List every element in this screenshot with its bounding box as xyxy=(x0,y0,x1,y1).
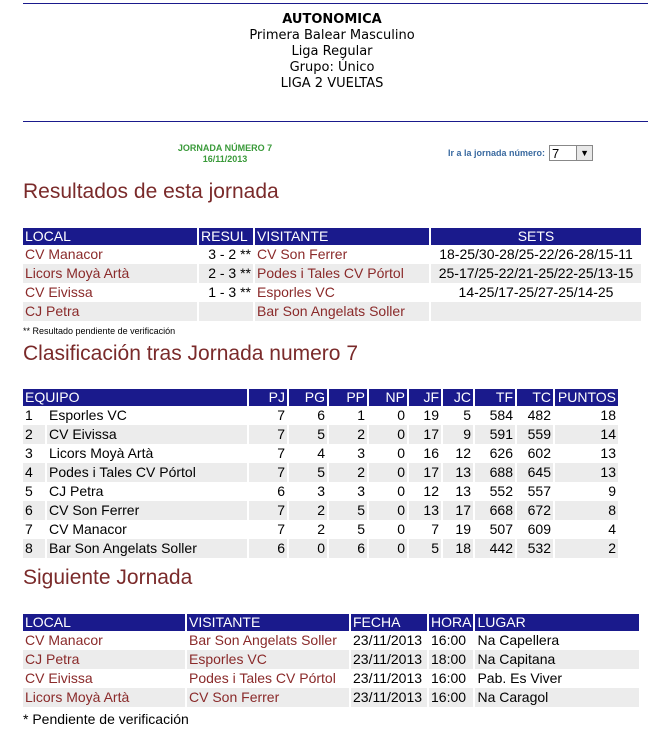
col-pj: PJ xyxy=(249,389,287,406)
visitor-team-link[interactable]: Esporles VC xyxy=(187,650,349,669)
stat-pg: 6 xyxy=(317,407,325,423)
results-table xyxy=(21,228,643,321)
match-time: 16:00 xyxy=(429,688,473,707)
team-name[interactable]: Podes i Tales CV Pórtol xyxy=(47,463,247,482)
stat-pp: 2 xyxy=(329,463,367,482)
next-round-note: * Pendiente de verificación xyxy=(23,711,189,727)
col-pp: PP xyxy=(329,389,367,406)
match-time: 16:00 xyxy=(431,670,467,686)
stat-pj: 6 xyxy=(249,539,287,558)
stat-jc: 19 xyxy=(455,521,471,537)
local-team-link[interactable]: CJ Petra xyxy=(23,302,197,321)
col-jc: JC xyxy=(443,389,473,406)
match-venue: Pab. Es Viver xyxy=(477,670,563,686)
col-tf: TF xyxy=(475,389,515,406)
stat-jf: 7 xyxy=(431,521,439,537)
match-result: 1 - 3 ** xyxy=(208,284,251,300)
col-visitante: VISITANTE xyxy=(255,228,429,245)
match-date: 23/11/2013 xyxy=(351,688,427,707)
match-date: 23/11/2013 xyxy=(353,632,423,648)
team-name[interactable]: Licors Moyà Artà xyxy=(49,445,154,461)
table-row xyxy=(23,482,618,501)
stat-pp: 3 xyxy=(357,445,365,461)
stat-pg: 2 xyxy=(289,501,327,520)
stat-puntos: 13 xyxy=(600,445,616,461)
match-venue: Na Capitana xyxy=(475,650,639,669)
stat-np: 0 xyxy=(397,483,405,499)
visitor-team-link[interactable]: Esporles VC xyxy=(257,284,335,300)
rank: 6 xyxy=(23,501,45,520)
col-sets: SETS xyxy=(431,228,641,245)
competition-line: Grupo: Único xyxy=(289,60,375,75)
stat-tc: 482 xyxy=(527,407,551,423)
table-row xyxy=(23,406,618,425)
chevron-down-icon[interactable]: ▼ xyxy=(576,146,592,160)
local-team-link[interactable]: CV Manacor xyxy=(25,632,103,648)
stat-puntos: 8 xyxy=(555,501,618,520)
competition-line: Primera Balear Masculino xyxy=(249,28,415,43)
stat-pg: 5 xyxy=(289,463,327,482)
team-name[interactable]: CV Eivissa xyxy=(47,425,247,444)
stat-pj: 7 xyxy=(249,501,287,520)
stat-jc: 13 xyxy=(455,483,471,499)
stat-tf: 552 xyxy=(489,483,513,499)
standings-header-row xyxy=(23,389,618,406)
col-np: NP xyxy=(369,389,407,406)
stat-jc: 13 xyxy=(443,463,473,482)
team-name[interactable]: CV Son Ferrer xyxy=(47,501,247,520)
visitor-team-link[interactable]: Bar Son Angelats Soller xyxy=(189,632,337,648)
next-round-table xyxy=(21,614,641,707)
table-row xyxy=(23,245,641,264)
table-row xyxy=(23,444,618,463)
standings-table xyxy=(21,389,620,558)
stat-tf: 591 xyxy=(475,425,515,444)
table-row xyxy=(23,283,641,302)
table-row xyxy=(23,650,639,669)
stat-puntos: 13 xyxy=(555,463,618,482)
standings-title: Clasificación tras Jornada numero 7 xyxy=(23,342,358,365)
stat-pj: 7 xyxy=(277,445,285,461)
match-result: 3 - 2 ** xyxy=(208,246,251,262)
match-sets xyxy=(431,302,641,321)
stat-tf: 584 xyxy=(489,407,513,423)
table-row xyxy=(23,669,639,688)
table-row xyxy=(23,425,618,444)
table-row xyxy=(23,520,618,539)
results-title: Resultados de esta jornada xyxy=(23,180,279,203)
local-team-link[interactable]: CV Eivissa xyxy=(25,284,93,300)
col-local: LOCAL xyxy=(23,228,197,245)
stat-pg: 3 xyxy=(317,483,325,499)
jornada-label: JORNADA NÚMERO 7 xyxy=(177,143,273,153)
match-date: 23/11/2013 xyxy=(351,650,427,669)
jornada-selector-label: Ir a la jornada número: xyxy=(448,148,546,158)
stat-pj: 7 xyxy=(277,407,285,423)
stat-tf: 507 xyxy=(489,521,513,537)
visitor-team-link[interactable]: Podes i Tales CV Pórtol xyxy=(189,670,336,686)
match-time: 18:00 xyxy=(429,650,473,669)
stat-jc: 12 xyxy=(455,445,471,461)
local-team-link[interactable]: CV Eivissa xyxy=(25,670,93,686)
local-team-link[interactable]: CJ Petra xyxy=(23,650,185,669)
table-row xyxy=(23,501,618,520)
stat-np: 0 xyxy=(397,445,405,461)
stat-tc: 602 xyxy=(527,445,551,461)
col-visitante: VISITANTE xyxy=(187,614,349,631)
table-row xyxy=(23,631,639,650)
team-name[interactable]: CV Manacor xyxy=(49,521,127,537)
results-note: ** Resultado pendiente de verificación xyxy=(23,326,176,336)
match-venue: Na Capellera xyxy=(477,632,560,648)
jornada-info xyxy=(160,143,290,165)
table-row xyxy=(23,539,618,558)
next-round-header-row xyxy=(23,614,639,631)
stat-pg: 5 xyxy=(289,425,327,444)
table-row xyxy=(23,463,618,482)
stat-jc: 17 xyxy=(443,501,473,520)
stat-jc: 18 xyxy=(443,539,473,558)
table-row xyxy=(23,302,641,321)
stat-np: 0 xyxy=(397,407,405,423)
rank: 5 xyxy=(25,483,33,499)
stat-pj: 7 xyxy=(249,425,287,444)
col-local: LOCAL xyxy=(23,614,185,631)
header-divider xyxy=(23,121,648,122)
stat-pj: 7 xyxy=(249,463,287,482)
visitor-team-link[interactable]: Podes i Tales CV Pórtol xyxy=(255,264,429,283)
col-lugar: LUGAR xyxy=(475,614,639,631)
local-team-link[interactable]: Licors Moyà Artà xyxy=(23,688,185,707)
rank: 2 xyxy=(23,425,45,444)
jornada-select-value: 7 xyxy=(552,145,560,161)
stat-pp: 5 xyxy=(329,501,367,520)
stat-jf: 12 xyxy=(423,483,439,499)
results-header-row xyxy=(23,228,641,245)
rank: 3 xyxy=(25,445,33,461)
stat-puntos: 9 xyxy=(608,483,616,499)
next-round-title: Siguiente Jornada xyxy=(23,566,193,589)
rank: 1 xyxy=(25,407,33,423)
stat-puntos: 18 xyxy=(600,407,616,423)
visitor-team-link[interactable]: Bar Son Angelats Soller xyxy=(255,302,429,321)
stat-np: 0 xyxy=(369,501,407,520)
stat-puntos: 2 xyxy=(555,539,618,558)
col-puntos: PUNTOS xyxy=(555,389,618,406)
stat-jf: 5 xyxy=(409,539,441,558)
team-name[interactable]: CJ Petra xyxy=(49,483,104,499)
competition-line: LIGA 2 VUELTAS xyxy=(280,76,384,91)
table-row xyxy=(23,264,641,283)
stat-tf: 688 xyxy=(475,463,515,482)
stat-puntos: 4 xyxy=(608,521,616,537)
local-team-link[interactable]: Licors Moyà Artà xyxy=(23,264,197,283)
competition-line: Liga Regular xyxy=(291,44,373,59)
stat-jf: 17 xyxy=(409,463,441,482)
competition-title: AUTONOMICA xyxy=(282,12,382,27)
col-equipo: EQUIPO xyxy=(23,389,247,406)
rank: 7 xyxy=(25,521,33,537)
col-jf: JF xyxy=(409,389,441,406)
team-name[interactable]: Esporles VC xyxy=(49,407,127,423)
stat-np: 0 xyxy=(369,425,407,444)
rank: 4 xyxy=(23,463,45,482)
col-resul: RESUL xyxy=(199,228,253,245)
table-row xyxy=(23,688,639,707)
stat-tc: 559 xyxy=(517,425,553,444)
competition-header xyxy=(0,12,664,92)
match-date: 23/11/2013 xyxy=(353,670,423,686)
stat-jf: 16 xyxy=(423,445,439,461)
col-pg: PG xyxy=(289,389,327,406)
stat-puntos: 14 xyxy=(555,425,618,444)
jornada-selector xyxy=(448,145,593,161)
jornada-select[interactable] xyxy=(549,145,593,161)
match-venue: Na Caragol xyxy=(475,688,639,707)
match-result xyxy=(199,302,253,321)
stat-tf: 668 xyxy=(475,501,515,520)
stat-tc: 645 xyxy=(517,463,553,482)
stat-pj: 6 xyxy=(277,483,285,499)
stat-jc: 5 xyxy=(463,407,471,423)
stat-pg: 2 xyxy=(317,521,325,537)
rank: 8 xyxy=(23,539,45,558)
stat-pg: 0 xyxy=(289,539,327,558)
stat-pp: 6 xyxy=(329,539,367,558)
stat-jf: 13 xyxy=(409,501,441,520)
stat-jf: 19 xyxy=(423,407,439,423)
match-time: 16:00 xyxy=(431,632,467,648)
team-name[interactable]: Bar Son Angelats Soller xyxy=(47,539,247,558)
stat-tf: 626 xyxy=(489,445,513,461)
stat-np: 0 xyxy=(369,463,407,482)
stat-pg: 4 xyxy=(317,445,325,461)
top-divider xyxy=(23,3,648,4)
stat-pp: 3 xyxy=(357,483,365,499)
stat-np: 0 xyxy=(369,539,407,558)
stat-tc: 532 xyxy=(517,539,553,558)
match-sets: 18-25/30-28/25-22/26-28/15-11 xyxy=(439,246,633,262)
col-tc: TC xyxy=(517,389,553,406)
stat-pp: 2 xyxy=(329,425,367,444)
visitor-team-link[interactable]: CV Son Ferrer xyxy=(257,246,348,262)
stat-tc: 557 xyxy=(527,483,551,499)
stat-np: 0 xyxy=(397,521,405,537)
match-sets: 14-25/17-25/27-25/14-25 xyxy=(458,284,614,300)
match-result: 2 - 3 ** xyxy=(199,264,253,283)
stat-tc: 672 xyxy=(517,501,553,520)
stat-jc: 9 xyxy=(443,425,473,444)
col-hora: HORA xyxy=(431,614,472,630)
local-team-link[interactable]: CV Manacor xyxy=(25,246,103,262)
stat-pj: 7 xyxy=(277,521,285,537)
stat-jf: 17 xyxy=(409,425,441,444)
match-sets: 25-17/25-22/21-25/22-25/13-15 xyxy=(431,264,641,283)
visitor-team-link[interactable]: CV Son Ferrer xyxy=(187,688,349,707)
col-fecha: FECHA xyxy=(351,614,427,631)
stat-tf: 442 xyxy=(475,539,515,558)
stat-pp: 1 xyxy=(357,407,365,423)
stat-pp: 5 xyxy=(357,521,365,537)
stat-tc: 609 xyxy=(527,521,551,537)
jornada-date: 16/11/2013 xyxy=(202,154,248,164)
